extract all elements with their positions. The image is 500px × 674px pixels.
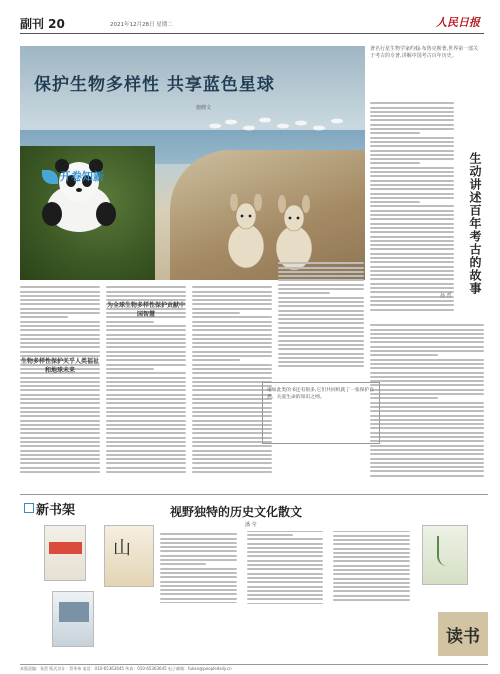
book-cover-4 — [422, 525, 468, 585]
sidebar-body-lower — [370, 322, 484, 490]
new-books-label: 新书架 — [36, 503, 76, 518]
sidebar-intro-text: 著名行星生物学家约翰·布鲁克斯著,世界第一部关于考古的专著,讲解中国考古百年历史。 — [370, 46, 479, 60]
pull-quote — [262, 382, 380, 444]
masthead — [20, 14, 484, 34]
feature-title: 保护生物多样性 共享蓝色星球 — [34, 75, 275, 95]
reading-badge-label: 读书 — [446, 626, 480, 647]
column-tag-label: 开卷知新 — [60, 170, 104, 183]
article-column-1 — [20, 284, 100, 490]
cover-band — [59, 602, 89, 622]
book-cover-3 — [52, 591, 94, 647]
review-author: 潘 莹 — [245, 522, 257, 528]
reading-badge — [438, 612, 488, 656]
article-subhead-2: 为全球生物多样性保护贡献中国智慧 — [106, 302, 185, 318]
sidebar-author: 孙 哲 — [440, 293, 452, 299]
leaf-icon — [42, 170, 58, 184]
review-title: 视野独特的历史文化散文 — [170, 505, 303, 519]
cover-band — [49, 542, 82, 554]
article-subhead-1: 生物多样性保护关乎人类福祉和地球未来 — [20, 358, 99, 374]
section-mark-icon — [24, 503, 34, 513]
column-tag — [42, 166, 130, 188]
issue-date: 2021年12月28日 星期二 — [110, 22, 173, 28]
calligraphy-mark: 山 — [113, 538, 131, 559]
pull-quote-text: 诸如此类的书还有很多,它们共同织就了一张保护自然、关爱生命的知识之网。 — [267, 388, 375, 400]
sidebar-intro — [370, 46, 480, 92]
sidebar-body — [370, 100, 454, 320]
flock-of-birds — [205, 106, 355, 136]
section-label: 副刊 20 — [20, 17, 65, 31]
plant-icon — [437, 536, 455, 566]
review-body — [160, 531, 410, 655]
page-footer: 本版责编：张贺 版式设计：蔡华伟 电话：010-65363645 传真：010-65363645 电子邮箱：fukan@peopledaily.cn — [20, 664, 488, 672]
sidebar-title: 生动讲述百年考古的故事 — [468, 152, 482, 295]
books-section — [20, 494, 488, 662]
article-column-4 — [278, 260, 364, 380]
newspaper-logo: 人民日报 — [436, 16, 480, 29]
book-cover-2 — [104, 525, 154, 587]
photo-credit: 施晓文 — [196, 105, 212, 111]
book-cover-1 — [44, 525, 86, 581]
feature-photo — [20, 46, 365, 280]
article-column-3 — [192, 284, 272, 490]
